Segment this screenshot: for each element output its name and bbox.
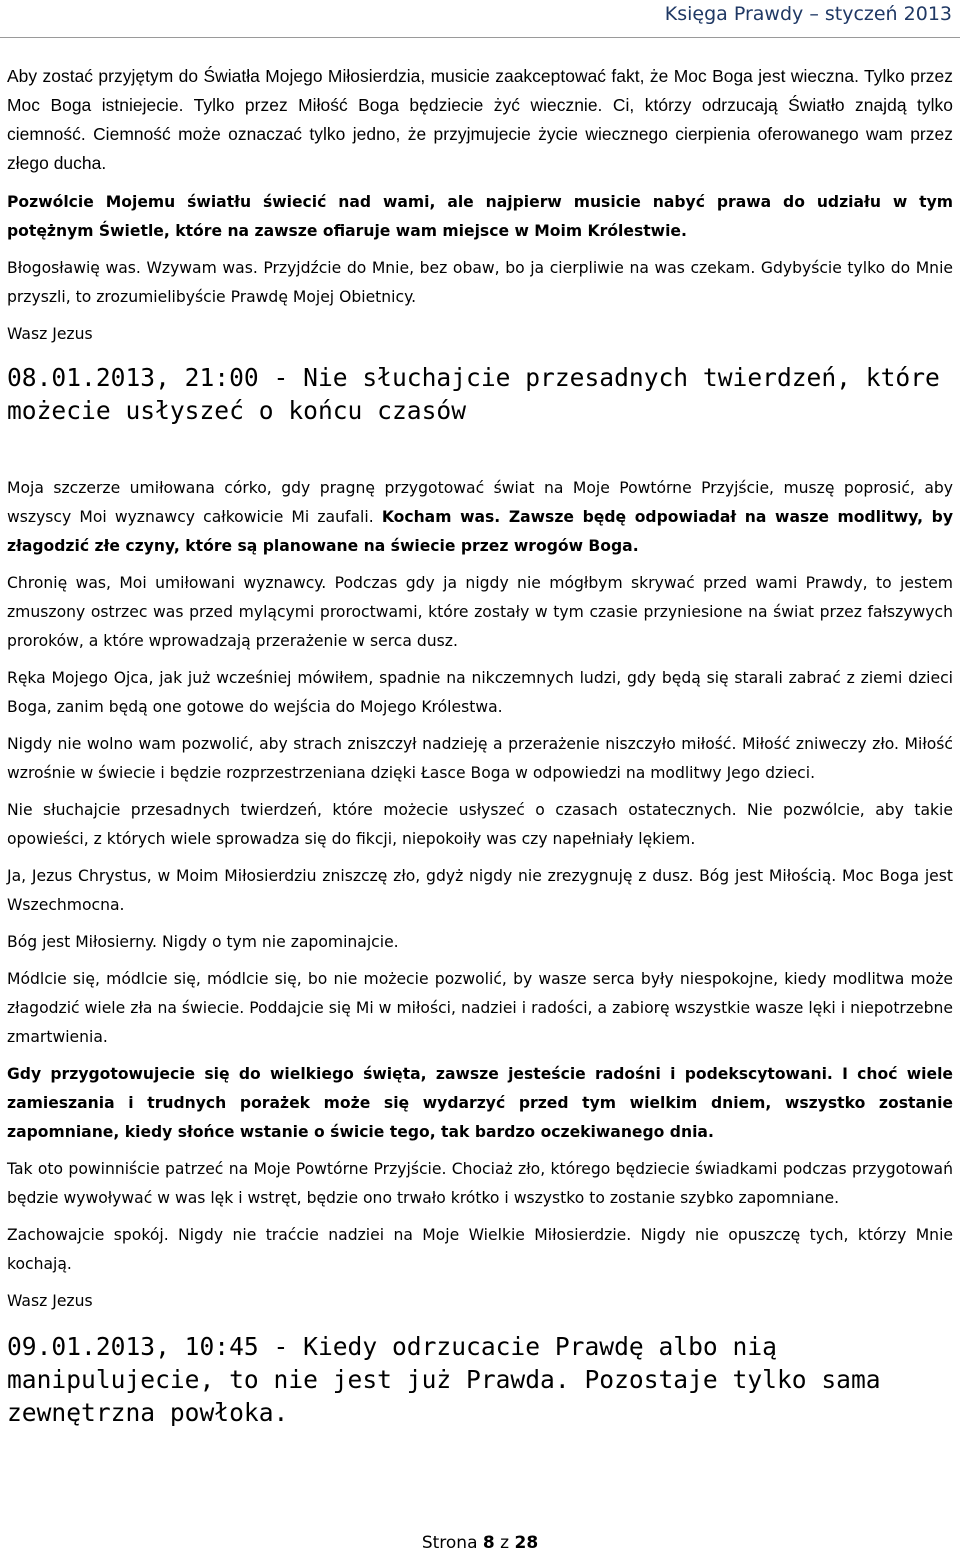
paragraph: Ręka Mojego Ojca, jak już wcześniej mówiłem, spadnie na nikczemnych ludzi, gdy będą się starali zabrać z ziemi dzieci Boga, zanim będą one gotowe do wejścia do Mojego Królestwa.	[7, 669, 953, 716]
signature: Wasz Jezus	[7, 325, 93, 343]
total-pages: 28	[514, 1533, 539, 1553]
paragraph-bold: Pozwólcie Mojemu światłu świecić nad wami, ale najpierw musicie nabyć prawa do udziału w tym potężnym Świetle, które na zawsze ofiaruje wam miejsce w Moim Królestwie.	[7, 193, 953, 240]
paragraph: Chronię was, Moi umiłowani wyznawcy. Podczas gdy ja nigdy nie mógłbym skrywać przed wami Prawdy, to jestem zmuszony ostrzec was przed mylącymi proroctwami, które zostały w tym czasie przyniesione na świat przez fałszywych proroków, a które wprowadzają przerażenie w serca dusz.	[7, 574, 953, 650]
page-label: Strona	[421, 1533, 483, 1553]
current-page: 8	[482, 1533, 495, 1553]
paragraph: Zachowajcie spokój. Nigdy nie traćcie nadziei na Moje Wielkie Miłosierdzie. Nigdy nie opuszczę tych, którzy Mnie kochają.	[7, 1226, 953, 1273]
page-separator: z	[494, 1533, 515, 1553]
paragraph	[7, 474, 953, 561]
paragraph-bold-text: Kocham was. Zawsze będę odpowiadał na wasze modlitwy, by złagodzić złe czyny, które są planowane na świecie przez wrogów Boga.	[7, 508, 954, 555]
section-heading: 09.01.2013, 10:45 - Kiedy odrzucacie Prawdę albo nią manipulujecie, to nie jest już Prawda. Pozostaje tylko sama zewnętrzna powłoka.	[7, 1332, 881, 1427]
paragraph: Nie słuchajcie przesadnych twierdzeń, które możecie usłyszeć o czasach ostatecznych. Nie pozwólcie, aby takie opowieści, z których wiele sprowadza się do fikcji, niepokoiły was czy napełniały lękiem.	[7, 801, 953, 848]
paragraph: Tak oto powinniście patrzeć na Moje Powtórne Przyjście. Chociaż zło, którego będziecie świadkami podczas przygotowań będzie wywoływać w was lęk i wstręt, będzie ono trwało krótko i wszystko to zostanie szybko zapomniane.	[7, 1160, 953, 1207]
paragraph: Bóg jest Miłosierny. Nigdy o tym nie zapominajcie.	[7, 933, 399, 951]
page-content	[7, 62, 953, 1429]
paragraph-text: Moja szczerze umiłowana córko, gdy pragnę przygotować świat na Moje Powtórne Przyjście, muszę poprosić, aby wszyscy Moi wyznawcy całkowicie Mi zaufali.	[7, 479, 953, 526]
paragraph: Módlcie się, módlcie się, módlcie się, bo nie możecie pozwolić, by wasze serca były niespokojne, kiedy modlitwa może złagodzić wiele zła na świecie. Poddajcie się Mi w miłości, nadziei i radości, a zabiorę wszystkie wasze lęki i niepotrzebne zmartwienia.	[7, 970, 953, 1046]
header-divider	[0, 37, 960, 38]
paragraph: Nigdy nie wolno wam pozwolić, aby strach zniszczył nadzieję a przerażenie niszczyło miłość. Miłość zniweczy zło. Miłość wzrośnie w świecie i będzie rozprzestrzeniana dzięki Łasce Boga w odpowiedzi na modlitwy Jego dzieci.	[7, 735, 953, 782]
running-header: Księga Prawdy – styczeń 2013	[664, 3, 952, 25]
paragraph: Ja, Jezus Chrystus, w Moim Miłosierdziu zniszczę zło, gdyż nigdy nie zrezygnuję z dusz. Bóg jest Miłością. Moc Boga jest Wszechmocna.	[7, 867, 953, 914]
paragraph: Błogosławię was. Wzywam was. Przyjdźcie do Mnie, bez obaw, bo ja cierpliwie na was czekam. Gdybyście tylko do Mnie przyszli, to zrozumielibyście Prawdę Mojej Obietnicy.	[7, 259, 953, 306]
paragraph: Aby zostać przyjętym do Światła Mojego Miłosierdzia, musicie zaakceptować fakt, że Moc Boga jest wieczna. Tylko przez Moc Boga istniejecie. Tylko przez Miłość Boga będziecie żyć wiecznie. Ci, którzy odrzucają Światło znajdą tylko ciemność. Ciemność może oznaczać tylko jedno, że przyjmujecie życie wiecznego cierpienia oferowanego wam przez złego ducha.	[7, 66, 953, 173]
section-heading: 08.01.2013, 21:00 - Nie słuchajcie przesadnych twierdzeń, które możecie usłyszeć o końcu czasów	[7, 363, 940, 425]
signature: Wasz Jezus	[7, 1292, 93, 1310]
paragraph-bold: Gdy przygotowujecie się do wielkiego święta, zawsze jesteście radośni i podekscytowani. I choć wiele zamieszania i trudnych porażek może się wydarzyć przed tym wielkim dniem, wszystko zostanie zapomniane, kiedy słońce wstanie o świcie tego, tak bardzo oczekiwanego dnia.	[7, 1065, 953, 1141]
page-number	[0, 1533, 960, 1553]
